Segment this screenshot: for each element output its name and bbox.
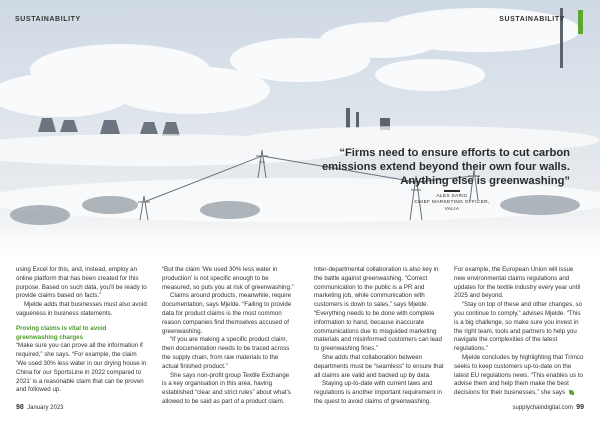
accent-bar <box>578 10 583 34</box>
paragraph: For example, the European Union will issue new environmental claims regulations and updates for the textile industry every year until 2025 and beyond. <box>454 266 581 300</box>
subheading: Proving claims is vital to avoid greenwashing charges <box>16 324 107 341</box>
paragraph: She says non-profit group Textile Exchange is a key organisation in this area, having established “clear and strict rules” about what’s allowed to be said as part of a product claim. <box>162 371 291 405</box>
attribution-company: VALIA <box>444 206 460 212</box>
attribution-role: CHIEF MARKETING OFFICER, <box>414 200 490 206</box>
paragraph: “If you are making a specific product claim, then documentation needs to be traced across the supply chain, from raw materials to the actual finished product.” <box>162 336 290 370</box>
footer-left <box>16 404 64 411</box>
photo-fade <box>0 225 600 265</box>
leaf-icon <box>569 390 574 395</box>
paragraph: Mjelde adds that businesses must also avoid vagueness in business statements. <box>16 301 147 317</box>
text-column-3 <box>314 266 446 407</box>
text-column-4 <box>454 266 586 398</box>
quote-attribution <box>392 194 512 213</box>
section-label-right: SUSTAINABILITY <box>499 16 565 23</box>
attribution-name: ALEX SARIC <box>436 194 468 199</box>
paragraph: using Excel for this, and, instead, employ an online platform that has been created for this purpose. Based on such data, you’ll be ready to provide claims based on facts.” <box>16 266 147 300</box>
footer-right <box>512 404 584 411</box>
text-column-2 <box>162 266 294 407</box>
quote-divider <box>444 190 460 192</box>
page-number-right: 99 <box>576 404 584 411</box>
site-url: supplychaindigital.com <box>512 405 573 411</box>
paragraph: “Stay on top of these and other changes, so you continue to comply,” advises Mjelde. “This is a big challenge, so make sure you invest in the right team, tools and partners to help you navigate the complexities of the latest regulations.” <box>454 301 583 353</box>
paragraph: “Make sure you can prove all the information if required,” she says. “For example, the claim ‘We used 30% less water in our drying house in China for our SportsLine in 2022 compared to 2021’ is a reasonable claim that can be proven and followed up. <box>16 342 147 394</box>
paragraph: Inter-departmental collaboration is also key in the battle against greenwashing. “Correct communication to the public is a PR and marketing job, while communication with customers is down to sales,” says Mjelde. “Everything needs to be done with complete information to hand, because inaccurate communications due to misguided marketing materials and misinformed customers can lead to greenwashing fines.” <box>314 266 442 353</box>
text-column-1 <box>16 266 148 395</box>
page-number-left: 98 <box>16 404 24 411</box>
paragraph: She adds that collaboration between departments must be “seamless” to ensure that all claims are valid and backed up by data. <box>314 353 444 379</box>
paragraph <box>454 354 586 398</box>
issue-date: January 2023 <box>27 405 64 411</box>
paragraph: Claims around products, meanwhile, require documentation, says Mjelde. “Failing to provide data for product claims is the most common reason companies find themselves accused of greenwashing. <box>162 292 292 335</box>
paragraph-text: Mjelde concludes by highlighting that Trimco seeks to keep customers up-to-date on the latest EU regulations news. “This enables us to advise them and help them make the best decisions for their businesses,” she says <box>454 353 584 397</box>
section-label-left: SUSTAINABILITY <box>15 16 81 23</box>
pull-quote: “Firms need to ensure efforts to cut carbon emissions extend beyond their own four walls. Anything else is greenwashing” <box>321 147 570 187</box>
paragraph: Staying up-to-date with current laws and regulations is another important requirement in the quest to avoid claims of greenwashing. <box>314 380 442 405</box>
paragraph: “But the claim ‘We used 30% less water in production’ is not specific enough to be measured, so puts you at risk of greenwashing.” <box>162 266 294 291</box>
